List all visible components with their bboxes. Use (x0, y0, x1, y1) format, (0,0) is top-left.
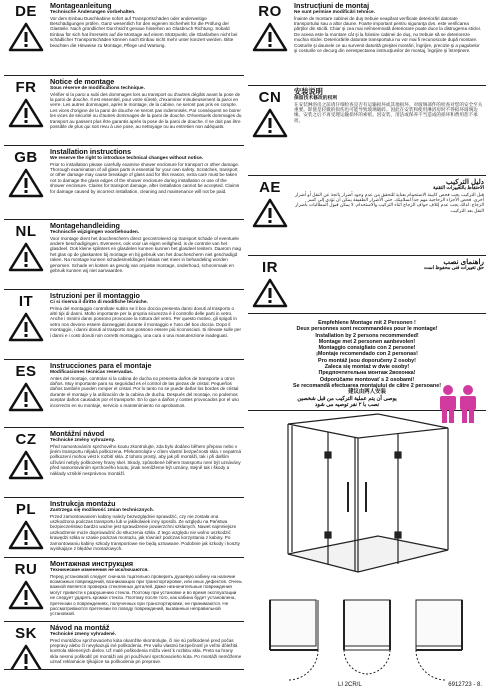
language-section-es (4, 360, 244, 428)
warning-triangle-icon (8, 312, 44, 342)
language-code: DE (15, 3, 37, 20)
recommendation-line: Installation by 2 persons recommended! (315, 332, 419, 339)
language-section-ro (248, 0, 486, 86)
section-subtitle: Ne sunt permise modificări tehnice. (294, 10, 376, 15)
section-body: Pred montážou sprchovacieho kúta okamžite skontrolujte, či nie sú poškodené pred počas prepravy alebo či nevykazujú iné poškodenia. Pre vašu vlastnú bezpečnosť je veľmi dôležitá kontrola sklenených dielov. Už malé poškodenia môžu viesť k rozbitiu skla. Preto sa hrany skla nesmú poškodiť pri montáži ani pri používaní sprchovacieho kúta. Po montáži nemôžeme uznať reklamácie týkajúce sa poškodenia pri preprave. (50, 637, 242, 665)
warning-icon-wrapper (8, 520, 44, 550)
section-subtitle: Technische wijzigingen voorbehouden. (50, 230, 140, 235)
language-section-ae (248, 176, 486, 256)
section-text (50, 362, 242, 408)
section-body: Před namontováním sprchového koutu zkontrolujte, zda bylo dodáno během přeprav nebo v jiném transportu nějaká poškozena. Překontrolujte v cílem vlastní bezpečnosti skla. I nepatrná poškození mohou vést k rozbití skla. Z tohoto prostý, aby jak při montáži, tak i při dalším užívání nebyly poškozeny hrany skel. Skody, způsobené během transportu není být uznávány před namontováním sprchového koutu, jinak nemůžeme být uznány, stejně tak i škody a náklady vzniklé nesprávnou montáží. (50, 443, 241, 476)
section-text (294, 88, 484, 123)
section-text (50, 624, 242, 665)
section-title: Montážní návod (50, 429, 105, 438)
section-text (50, 292, 242, 338)
language-section-nl (4, 220, 244, 290)
section-subtitle: حق تغییرات فنی محفوظ است (423, 266, 484, 271)
warning-icon-wrapper (8, 382, 44, 412)
section-body: قبل التركيب يجب فحص كابينة الاستحمام بعناية للتحقق من عدم وجود أضرار ناتجة عن النقل أو أضرار أخرى. فحص الأجزاء الزجاجية مهم جداً لسلامتك. حتى الأضرار الطفيفة يمكن أن تؤدي إلى كسر الزجاج. لذلك يجب عدم إتلاف حواف الزجاج أثناء التركيب والاستخدام. لا يمكن قبول المطالبات بأضرار النقل بعد التركيب. (294, 191, 484, 213)
section-subtitle: Technické zmeny vyhradené. (50, 632, 117, 637)
warning-icon-wrapper (8, 98, 44, 128)
warning-icon-wrapper (8, 644, 44, 670)
language-code: GB (14, 149, 38, 166)
section-title: Montagehandleiding (50, 221, 120, 230)
section-body: Voor montage dient het douchescherm direct gecontroleerd op transport schade of eventuele andere beschadigingen. Eveneens, ook voor uw eigen veiligheid, is de controle van het glasdeel. Ook kleine splinters en glasdelen kunnen kunnen het glasdeel teistem. Daarom mag het glas op de glaskanten bij montage en bij gebruik van het douchescherm niet geschadigd raken. Na montage kunnen schadesmeldingen helaas niet meer in behandeling worden genomen. Schade en kosten as gevolg van onjuiste montage, onderhoud, schoonmaak en gebruik kunnen wij niet aanvaarden. (50, 235, 242, 274)
section-text (294, 2, 484, 53)
section-title: 安装说明 (294, 87, 323, 96)
warning-triangle-icon (8, 22, 44, 52)
warning-icon-wrapper (8, 168, 44, 198)
section-text (50, 430, 242, 476)
section-title: Istruzioni per il montaggio (50, 291, 140, 300)
recommendation-line: 建议由两人安装 (348, 389, 386, 396)
warning-triangle-icon (252, 198, 288, 228)
language-section-ru (4, 558, 244, 622)
section-body: Prima del montaggio controllate subito se il box doccia presenta danni dovuti al trasporto o altri tipi di danni. Molto importante per la propria sicurezza è il controllo delle parti in vetro. Anche i minimi danni possono provocare la rottura del vetro. Per questo motivo, gli spigoli in vetro non devono essere danneggiati durante il montaggio e l'uso del box doccia. Dopo il montaggio, i danni dovuti al trasporto non possono essere più riconosciuti. Si rilevate sulle per i danni e i costi dovuti non corretti montaggio, una cura o una manutenzione inadeguati. (50, 305, 242, 338)
section-text (294, 178, 484, 213)
section-text (50, 560, 242, 617)
warning-icon-wrapper (252, 198, 288, 228)
section-title: Notice de montage (50, 77, 115, 86)
recommendation-line: ¡Montaje recomendado con 2 personas! (316, 351, 418, 358)
section-body: Перед установкой следует сначала тщательно проверить душевую кабину на наличие возможных повреждений, возникающих при транспортировке, или иных дефектов. Очень важной является проверка стеклянных деталей. Даже незначительные повреждения могут привести к разрушению стекла. Поэтому при установке и во время эксплуатации не следует ударять кромки стекла. Поэтому после того, как кабина будет установлена, претензии о повреждениях, полученных при транспортировке, не принимаются. Не рассматриваются претензии по поводу повреждений, вызванных неправильной установкой. (50, 573, 242, 617)
warning-triangle-icon (8, 644, 44, 670)
warning-triangle-icon (8, 168, 44, 198)
warning-icon-wrapper (8, 450, 44, 480)
section-title: Installation instructions (50, 147, 132, 156)
section-title: Návod na montáž (50, 623, 110, 632)
language-code: AE (259, 179, 281, 196)
recommendation-line-ae: يوصى أن يتم عملية التركيب من قبل شخصين (297, 395, 397, 402)
warning-triangle-icon (252, 22, 288, 52)
warning-icon-wrapper (8, 312, 44, 342)
section-subtitle: Sous réserve de modifications technique. (50, 86, 145, 91)
section-body: 在安装淋浴房之前请仔细检查是否有运输损坏或其他损坏。对玻璃部件的检查对您的安全至关重要。即使是轻微的损伤也可能导致玻璃破碎。因此在安装和使用淋浴房时不得损坏玻璃边缘。安装之后不再受理运输损坏的索赔。因安装、清洁或保养不当造成的损坏和费用恕不承担。 (294, 101, 483, 123)
warning-triangle-icon (252, 108, 288, 138)
recommendation-line: Montaggio consigliato con 2 persone! (318, 345, 416, 352)
section-title: Instrukcja montażu (50, 499, 116, 508)
language-column-left (4, 0, 244, 670)
language-code: IR (262, 259, 278, 276)
warning-icon-wrapper (252, 278, 288, 308)
recommendation-line: Предпочтительна монтаж 2вохонка! (318, 370, 416, 377)
language-code: FR (15, 79, 37, 96)
language-code: IT (18, 293, 34, 310)
language-section-gb (4, 146, 244, 220)
language-section-ir (248, 256, 486, 314)
recommendation-line: Odporúčame montovať s 2 osobami! (319, 376, 415, 383)
warning-triangle-icon (8, 382, 44, 412)
section-body: Antes del montaje, controlar si la cabina de ducha no presenta daños de transporte u otros daños. Muy importante para su seguridad es el control de las piezas de cristal. Pequeños daños también pueden romper el cristal. Por lo tanto no se puede dañar los bordes de cristal durante el montaje y la utilización de la cabina de ducha. Después del montaje, no podemos aceptar daños causados por el transporte. En lo que a daños y costes provocados por el uso incorrecto en su montaje, servicio o mantenimiento no aprobamos. (50, 375, 239, 408)
section-text (50, 2, 242, 48)
recommendation-line: Pro montáž jsou doporučeny 2 osoby! (318, 357, 416, 364)
section-title: Instrucciones para el montaje (50, 361, 152, 370)
warning-icon-wrapper (8, 580, 44, 610)
section-subtitle: Technische Änderungen vorbehalten. (50, 10, 136, 15)
warning-triangle-icon (8, 450, 44, 480)
language-section-fr (4, 76, 244, 146)
warning-triangle-icon (8, 520, 44, 550)
language-code: RU (14, 561, 38, 578)
language-code: PL (15, 501, 37, 518)
recommendation-line: Zaleca się montaż w dwie osoby! (324, 364, 410, 371)
two-person-recommendation (248, 316, 486, 411)
section-text (50, 222, 242, 273)
section-subtitle: Modificaciones técnicas reservadas. (50, 370, 134, 375)
language-column-right (248, 0, 486, 314)
section-text (50, 78, 242, 129)
language-code: CN (258, 89, 282, 106)
recommendation-line: Empfehlene Montage mit 2 Personen ! (318, 320, 416, 326)
section-text (50, 148, 242, 194)
section-text (50, 500, 242, 551)
language-section-sk (4, 622, 244, 670)
section-subtitle: Технические изменения не исключаются. (50, 568, 149, 573)
recommendation-line: Deux personnes sont recommandées pour le montage! (296, 326, 438, 333)
language-code: CZ (15, 431, 37, 448)
language-code: ES (15, 363, 37, 380)
document-number: 6912723 - 8. (448, 682, 482, 688)
recommendation-line-ir: نصب با ۲ نفر توصیه می شود (314, 401, 380, 408)
warning-triangle-icon (8, 580, 44, 610)
section-subtitle: Zastrzega się możliwość zmian technicznych. (50, 508, 154, 513)
language-code: SK (15, 625, 37, 642)
section-subtitle: الاحتفاظ بالتغييرات التقنية (432, 186, 484, 191)
section-text (294, 258, 484, 272)
section-body: Vérifier si la paroi a subi des dommages lors au transport ou d'autres dégâts avant la pose de la paroi de douche. Il est essentiel, pour votre sûreté, d'examiner minutieusement la paroi en verre. Les autres dommages, après le montage, de la cabine, ne seront pas pris en compte. Les vices d'origine de la paroi de douche ne seront pas indemnisés. Par conséquent ne boirer les vices de sécurité ou d'autres dommages de la paroi de douche. D'éventuels dommages du transport au passent plus être garantis après la pose de la paroi de douche. Il ne doit pas être possible de plus qui soit revu à une pose, au nettoyage ou au entretien non adéquats. (50, 91, 242, 130)
section-subtitle: Technické změny vyhrazeny. (50, 438, 116, 443)
section-body: Prior to installation please carefully examine shower enclosure for transport or other damage. Thorough examination of all glass parts is essential for your own safety. Scratches, transport or other damage may cause breakage of glass and for this reason, extra care must be taken not to damage the glass edges of the shower enclosure during installation or use of the shower enclosure. Claims for transport damage, after installation cannot be accepted. Claims for damage caused by incorrect installation, cleaning and maintenance will not be paid. (50, 161, 240, 194)
language-code: NL (15, 223, 37, 240)
shower-enclosure-drawing (248, 412, 486, 692)
section-body: Înainte de montare cabinei de duş trebuie neapărat verificate deteriorări datorate transportului sau a altor daune. Foarte important pentru siguranţa dvs. este verificarea părţilor din sticlă. Chiar şi cea mai neînsemnată deteriorare poate duce la distrugerea sticlei. De aceea este la montare cât şi la folosire cabinei de duş, nu trebuie să se deterioreze muchia sticlei. Deteriorările datorate transportului nu vor mai fi recunoscute după montare. Costurile şi daunele ce au survenit datorită greşitei montări, îngrijire, precizie şi a pagubelor şi costurile ce decurg din nerespectarea instrucţiunilor de montaj, îngrijire şi întreţinere. (294, 15, 482, 54)
warning-icon-wrapper (8, 242, 44, 272)
language-section-de (4, 0, 244, 76)
section-body: Vor dem Einbau Duschkabine sofort auf Transportschäden oder anderweitige Beschädigungen prüfen. Ganz wesentlich für den eigenen Sicherheit für die Prüfung der Glasteile. Nach gründlicher Durchsicht genaue hinsehen an Glasbruch Richtung. Sobald Einbau für sich hat ihrerseits auf die Montage auf einem Stützpunkt, die Glasfarben nicht bei schädlicher Transportschäden können nach Einbau nicht mehr unter konzert werden. Bitte beachten die Hinweise zu Montage, Pflege und Wartung. (50, 15, 238, 48)
section-subtitle: We reserve the right to introduce technical changes without notice. (50, 156, 204, 161)
language-section-it (4, 290, 244, 360)
section-title: Montageanleitung (50, 1, 112, 10)
recommendation-line: Montage met 2 personen aanbevolen! (318, 338, 416, 345)
section-title: Instrucţiuni de montaj (294, 1, 370, 10)
warning-icon-wrapper (252, 22, 288, 52)
language-section-pl (4, 498, 244, 558)
section-title: راهنمای نصب (443, 257, 484, 266)
warning-triangle-icon (8, 242, 44, 272)
recommendation-line: Se recomandă efectuarea montajului de către 2 persoane! (293, 382, 441, 389)
language-code: RO (258, 3, 282, 20)
section-title: دليل التركيب (446, 177, 484, 186)
section-subtitle: Ci si riserva il diritto di modifiche tecniche. (50, 300, 148, 305)
language-section-cz (4, 428, 244, 498)
language-section-cn (248, 86, 486, 176)
model-code: LI 2CR/L (338, 682, 362, 688)
warning-triangle-icon (252, 278, 288, 308)
enclosure-illustration (248, 412, 486, 692)
warning-icon-wrapper (252, 108, 288, 138)
section-title: Монтажная инструкция (50, 559, 134, 568)
warning-triangle-icon (8, 98, 44, 128)
section-subtitle: 保留技术修改的权利 (294, 96, 338, 101)
warning-icon-wrapper (8, 22, 44, 52)
section-body: Przed zamontowaniem kabiny należy bezwzględnie sprawdzić, czy nie została ona uszkodzona podczas transportu lub w jakikolwiek inny sposób. Ze względu na Państwa bezpieczeństwo bardzo ważne jest sprawdzenie powierzchni szklanych. Nawet najmniejsze uszkodzenie może doprowadzić do stłuczenia szkła. Z tego względu nie wolno uszkodzić krawędzi szkła w czasie podczas montażu, jak również podczas korzystania z kabiny. Po zamontowaniu kabiny szkody transportowe nie będą uznawane. Podobnie jak szkody i koszty wynikające z błędów montażowych. (50, 513, 240, 552)
